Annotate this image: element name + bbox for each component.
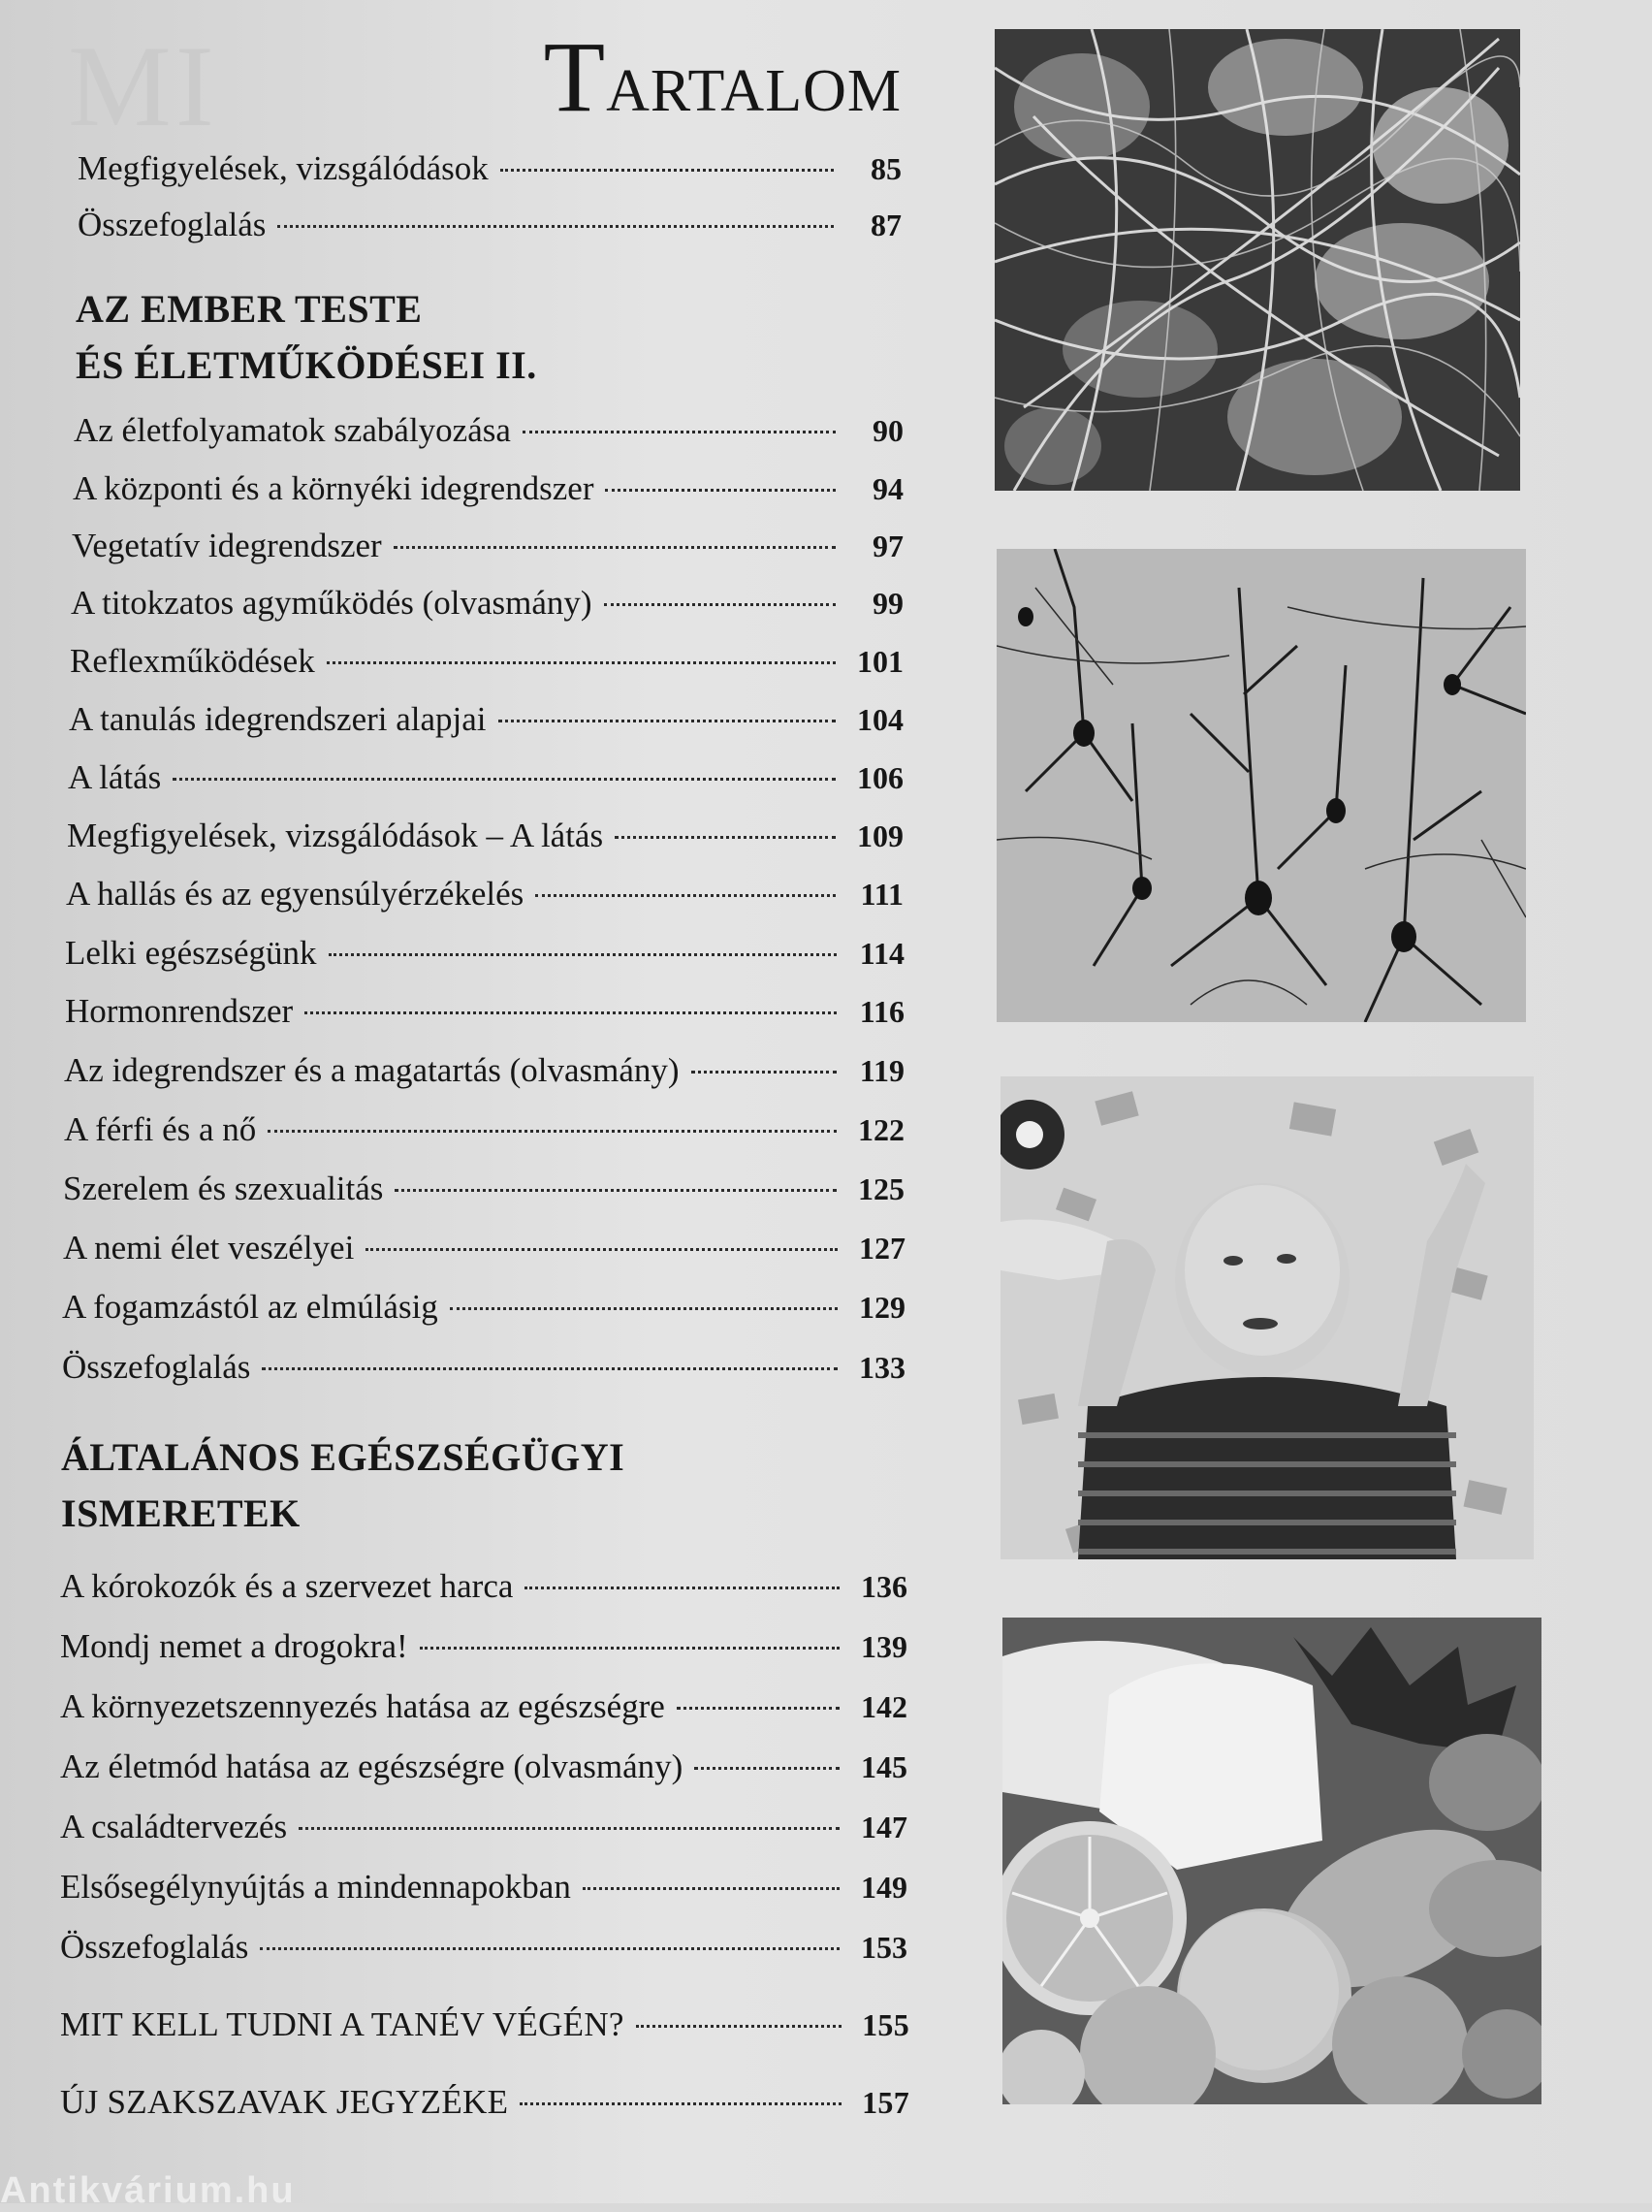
dot-leader bbox=[299, 1827, 840, 1830]
toc-entry-label: Összefoglalás bbox=[60, 1928, 249, 1966]
toc-entry-page: 90 bbox=[873, 413, 904, 448]
fruits-image bbox=[1002, 1618, 1541, 2104]
toc-entry-label: A titokzatos agyműködés (olvasmány) bbox=[71, 584, 592, 622]
toc-entry-label: Megfigyelések, vizsgálódások bbox=[78, 149, 489, 187]
toc-entry-label: A látás bbox=[68, 758, 162, 796]
dot-leader bbox=[535, 894, 836, 897]
toc-entry-label: A férfi és a nő bbox=[64, 1110, 257, 1148]
dot-leader bbox=[365, 1248, 838, 1251]
toc-entry[interactable] bbox=[70, 636, 904, 687]
dot-leader bbox=[262, 1367, 838, 1370]
toc-entry-label: A tanulás idegrendszeri alapjai bbox=[69, 700, 487, 738]
dot-leader bbox=[420, 1647, 840, 1650]
toc-entry[interactable] bbox=[60, 1802, 907, 1852]
toc-entry-page: 116 bbox=[859, 994, 905, 1029]
section-heading bbox=[61, 1429, 624, 1542]
toc-entry-page: 119 bbox=[859, 1053, 905, 1088]
toc-entry[interactable] bbox=[71, 578, 904, 628]
toc-entry-label: Összefoglalás bbox=[78, 206, 267, 243]
dot-leader bbox=[500, 169, 834, 172]
dot-leader bbox=[394, 546, 836, 549]
toc-entry[interactable] bbox=[66, 869, 904, 919]
toc-entry-label: Az idegrendszer és a magatartás (olvasmány) bbox=[64, 1051, 680, 1089]
toc-entry[interactable] bbox=[68, 753, 904, 803]
toc-entry[interactable] bbox=[64, 1105, 905, 1155]
toc-entry-page: 109 bbox=[857, 818, 904, 853]
dot-leader bbox=[605, 489, 836, 492]
toc-entry-label: Lelki egészségünk bbox=[65, 934, 317, 972]
toc-entry[interactable] bbox=[72, 521, 904, 571]
toc-entry-page: 153 bbox=[861, 1930, 907, 1965]
toc-entry-page: 97 bbox=[873, 529, 904, 563]
toc-entry[interactable] bbox=[63, 1223, 905, 1273]
toc-entry[interactable] bbox=[65, 986, 905, 1037]
section-heading-line: ÁLTALÁNOS EGÉSZSÉGÜGYI bbox=[61, 1435, 625, 1479]
page-title-initial: T bbox=[543, 21, 607, 133]
dot-leader bbox=[691, 1071, 837, 1074]
dot-leader bbox=[329, 953, 838, 956]
dot-leader bbox=[260, 1947, 840, 1950]
toc-entry-label: Az életfolyamatok szabályozása bbox=[74, 411, 511, 449]
toc-entry-label: A családtervezés bbox=[60, 1808, 288, 1845]
toc-entry-page: 87 bbox=[871, 208, 902, 242]
fibrin-network-image bbox=[995, 29, 1520, 491]
toc-entry-page: 147 bbox=[861, 1810, 907, 1844]
baby-photo bbox=[1001, 1076, 1534, 1559]
dot-leader bbox=[498, 720, 836, 722]
toc-entry-page: 94 bbox=[873, 471, 904, 506]
toc-entry[interactable] bbox=[60, 1742, 907, 1792]
dot-leader bbox=[636, 2025, 842, 2028]
section-heading-line: ÉS ÉLETMŰKÖDÉSEI II. bbox=[76, 343, 537, 387]
toc-entry-page: 106 bbox=[857, 760, 904, 795]
toc-entry-page: 122 bbox=[858, 1112, 905, 1147]
toc-entry-page: 136 bbox=[861, 1569, 907, 1604]
watermark: Antikvárium.hu bbox=[0, 2170, 296, 2211]
toc-entry-page: 104 bbox=[857, 702, 904, 737]
dot-leader bbox=[277, 225, 834, 228]
dot-leader bbox=[173, 778, 836, 781]
toc-entry-label: Szerelem és szexualitás bbox=[63, 1170, 384, 1207]
toc-entry-page: 85 bbox=[871, 151, 902, 186]
ghost-title: MI bbox=[68, 21, 218, 150]
neurons-image bbox=[997, 549, 1526, 1022]
dot-leader bbox=[304, 1011, 837, 1014]
dot-leader bbox=[604, 603, 836, 606]
toc-entry[interactable] bbox=[60, 2000, 909, 2050]
toc-entry-label: MIT KELL TUDNI A TANÉV VÉGÉN? bbox=[60, 2005, 624, 2043]
fibrin-network-photo bbox=[995, 29, 1520, 491]
toc-entry[interactable] bbox=[73, 464, 904, 514]
toc-entry[interactable] bbox=[65, 928, 905, 978]
section-heading-line: AZ EMBER TESTE bbox=[76, 287, 423, 331]
toc-entry[interactable] bbox=[60, 1621, 907, 1672]
baby-image bbox=[1001, 1076, 1534, 1559]
toc-entry[interactable] bbox=[64, 1045, 905, 1096]
toc-entry-label: A központi és a környéki idegrendszer bbox=[73, 469, 594, 507]
dot-leader bbox=[327, 661, 836, 664]
dot-leader bbox=[615, 836, 836, 839]
toc-entry[interactable] bbox=[60, 1682, 907, 1732]
toc-entry-label: Elsősegélynyújtás a mindennapokban bbox=[60, 1868, 571, 1906]
toc-entry-label: A nemi élet veszélyei bbox=[63, 1229, 355, 1266]
dot-leader bbox=[450, 1307, 838, 1310]
toc-entry-label: A hallás és az egyensúlyérzékelés bbox=[66, 875, 524, 913]
toc-entry-page: 157 bbox=[862, 2085, 909, 2120]
toc-entry-label: A környezetszennyezés hatása az egészségre bbox=[60, 1687, 665, 1725]
toc-entry-label: Hormonrendszer bbox=[65, 992, 294, 1030]
toc-entry-label: Összefoglalás bbox=[62, 1348, 251, 1386]
dot-leader bbox=[694, 1767, 840, 1770]
toc-entry-label: ÚJ SZAKSZAVAK JEGYZÉKE bbox=[60, 2083, 509, 2121]
toc-entry-page: 111 bbox=[860, 877, 904, 912]
toc-entry[interactable] bbox=[78, 200, 902, 250]
section-heading bbox=[76, 281, 537, 394]
dot-leader bbox=[268, 1130, 837, 1133]
toc-entry-page: 127 bbox=[859, 1231, 905, 1266]
toc-entry[interactable] bbox=[69, 694, 904, 745]
dot-leader bbox=[395, 1189, 837, 1192]
toc-entry-page: 114 bbox=[859, 936, 905, 971]
dot-leader bbox=[677, 1707, 840, 1710]
toc-entry[interactable] bbox=[78, 144, 902, 194]
toc-entry-page: 155 bbox=[862, 2007, 909, 2042]
toc-entry[interactable] bbox=[62, 1282, 905, 1332]
dot-leader bbox=[524, 1587, 840, 1589]
dot-leader bbox=[583, 1887, 840, 1890]
section-heading-line: ISMERETEK bbox=[61, 1491, 301, 1535]
toc-entry-label: Mondj nemet a drogokra! bbox=[60, 1627, 408, 1665]
toc-entry-page: 145 bbox=[861, 1749, 907, 1784]
toc-entry[interactable] bbox=[60, 1561, 907, 1612]
toc-entry[interactable] bbox=[62, 1342, 905, 1393]
toc-entry[interactable] bbox=[63, 1164, 905, 1214]
toc-entry-page: 129 bbox=[859, 1290, 905, 1325]
toc-entry-label: Megfigyelések, vizsgálódások – A látás bbox=[67, 817, 604, 854]
toc-entry[interactable] bbox=[74, 405, 904, 456]
toc-entry-label: Reflexműködések bbox=[70, 642, 315, 680]
toc-entry-page: 99 bbox=[873, 586, 904, 621]
toc-entry-page: 139 bbox=[861, 1629, 907, 1664]
toc-entry[interactable] bbox=[67, 811, 904, 861]
toc-entry-label: Az életmód hatása az egészségre (olvasmány) bbox=[60, 1747, 683, 1785]
fruits-photo bbox=[1002, 1618, 1541, 2104]
toc-entry-page: 133 bbox=[859, 1350, 905, 1385]
dot-leader bbox=[520, 2102, 842, 2105]
toc-entry-page: 101 bbox=[857, 644, 904, 679]
toc-entry-page: 142 bbox=[861, 1689, 907, 1724]
toc-entry-label: A fogamzástól az elmúlásig bbox=[62, 1288, 438, 1326]
toc-entry-label: Vegetatív idegrendszer bbox=[72, 527, 382, 564]
page-title-rest: ARTALOM bbox=[606, 58, 902, 124]
toc-entry-page: 149 bbox=[861, 1870, 907, 1905]
toc-entry[interactable] bbox=[60, 2077, 909, 2128]
neurons-photo bbox=[997, 549, 1526, 1022]
dot-leader bbox=[523, 431, 836, 433]
toc-entry[interactable] bbox=[60, 1922, 907, 1972]
toc-entry[interactable] bbox=[60, 1862, 907, 1912]
toc-entry-page: 125 bbox=[858, 1171, 905, 1206]
toc-entry-label: A kórokozók és a szervezet harca bbox=[60, 1567, 514, 1605]
